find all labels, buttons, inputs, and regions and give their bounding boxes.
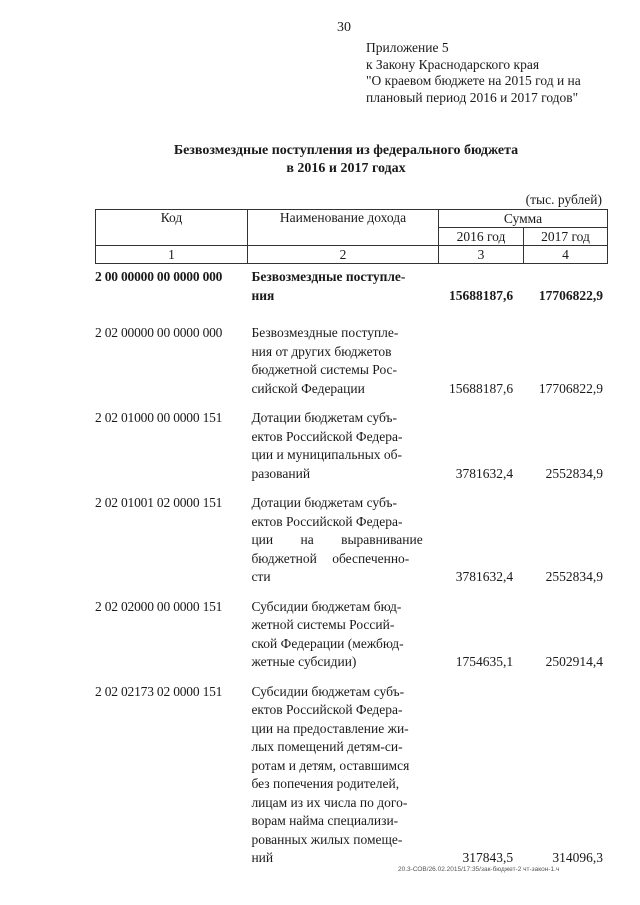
row-value-2017: 17706822,9	[538, 380, 603, 396]
row-code: 2 02 01000 00 0000 151	[95, 410, 223, 425]
row-name-line: ектов Российской Федера-	[251, 428, 403, 444]
row-name-line: бюджетной обеспеченно-	[251, 550, 410, 566]
row-name-line: жетной системы Россий-	[251, 617, 395, 632]
row-name-line: рованных жилых помеще-	[251, 831, 403, 847]
row-name-line: ской Федерации (межбюд-	[251, 635, 404, 651]
row-value-2016: 317843,5	[462, 850, 514, 865]
row-value-2016: 15688187,6	[449, 287, 514, 303]
row-name-line: Субсидии бюджетам субъ-	[251, 683, 405, 699]
header-code: Код	[96, 210, 248, 246]
header-year-2016: 2016 год	[439, 228, 524, 246]
row-name-line: ции на предоставление жи-	[251, 720, 409, 736]
row-value-2017: 2552834,9	[545, 569, 603, 584]
row-name-line: Дотации бюджетам субъ-	[251, 495, 397, 510]
document-title	[120, 142, 572, 178]
row-name-line: Безвозмездные поступле-	[251, 325, 399, 340]
row-name-line: ции и муниципальных об-	[251, 447, 403, 462]
table-header	[95, 209, 608, 264]
row-name-line: Безвозмездные поступле-	[251, 269, 406, 284]
row-name-line: ектов Российской Федера-	[251, 702, 403, 717]
table-row	[95, 494, 607, 587]
title-line-2: в 2016 и 2017 годах	[286, 161, 406, 176]
row-code: 2 00 00000 00 0000 000	[95, 269, 223, 284]
header-sum: Сумма	[439, 210, 608, 228]
row-name-line: лицам из их числа по дого-	[251, 794, 408, 810]
row-code: 2 02 00000 00 0000 000	[95, 325, 223, 340]
row-name-line: ции на выравнивание	[251, 532, 423, 547]
header-year-2017: 2017 год	[524, 228, 608, 246]
row-name-line: ний	[251, 850, 274, 865]
row-value-2017: 2502914,4	[545, 654, 603, 669]
row-name-line: Субсидии бюджетам бюд-	[251, 598, 402, 614]
page-number: 30	[337, 20, 351, 35]
row-value-2016: 3781632,4	[455, 465, 514, 481]
table-row	[95, 324, 607, 398]
appendix-line-4: плановый период 2016 и 2017 годов"	[366, 89, 579, 105]
row-name-line: без попечения родителей,	[251, 776, 400, 791]
row-name	[243, 268, 427, 305]
row-value-2017: 17706822,9	[538, 287, 603, 303]
row-name-line: лых помещений детям-си-	[251, 739, 403, 754]
row-code: 2 02 02000 00 0000 151	[95, 598, 223, 614]
appendix-note	[366, 40, 581, 106]
row-name-line: сийской Федерации	[251, 380, 365, 396]
row-code: 2 02 01001 02 0000 151	[95, 495, 223, 510]
row-name	[243, 598, 427, 672]
table-row	[95, 409, 607, 483]
row-name-line: бюджетной системы Рос-	[251, 362, 398, 377]
row-name-line: Дотации бюджетам субъ-	[251, 410, 397, 425]
row-name-line: разований	[251, 465, 311, 481]
row-name-line: сти	[251, 569, 271, 584]
footer-file-mark: 20.3-СОВ/26.02.2015/17:35/зак-бюджет-2 чт-закон-1.ч	[398, 866, 560, 873]
row-name-line: жетные субсидии)	[251, 654, 357, 669]
row-name-line: ворам найма специализи-	[251, 813, 399, 828]
appendix-line-1: Приложение 5	[366, 40, 449, 55]
units-label: (тыс. рублей)	[525, 192, 602, 207]
title-line-1: Безвозмездные поступления из федерального бюджета	[173, 143, 519, 158]
table-row	[95, 598, 607, 672]
header-col-number-3: 3	[439, 246, 524, 264]
row-value-2017: 314096,3	[552, 850, 603, 865]
row-name-line: ния	[251, 287, 275, 303]
row-value-2016: 15688187,6	[449, 380, 514, 396]
table-row	[95, 683, 607, 868]
header-col-number-1: 1	[96, 246, 248, 264]
header-name: Наименование дохода	[248, 210, 439, 246]
row-value-2017: 2552834,9	[545, 465, 603, 481]
row-name-line: ектов Российской Федера-	[251, 513, 403, 529]
row-name	[243, 409, 427, 483]
row-name	[243, 683, 427, 868]
row-value-2016: 1754635,1	[455, 654, 514, 669]
row-name	[243, 494, 427, 587]
table-row	[95, 268, 607, 305]
appendix-line-2: к Закону Краснодарского края	[366, 56, 540, 72]
row-name-line: ния от других бюджетов	[251, 343, 392, 359]
header-col-number-2: 2	[248, 246, 439, 264]
row-name	[243, 324, 427, 398]
header-col-number-4: 4	[524, 246, 608, 264]
row-value-2016: 3781632,4	[455, 569, 514, 584]
appendix-line-3: "О краевом бюджете на 2015 год и на	[366, 73, 581, 88]
table-body	[95, 268, 607, 868]
row-name-line: ротам и детям, оставшимся	[251, 757, 410, 773]
row-code: 2 02 02173 02 0000 151	[95, 683, 223, 699]
